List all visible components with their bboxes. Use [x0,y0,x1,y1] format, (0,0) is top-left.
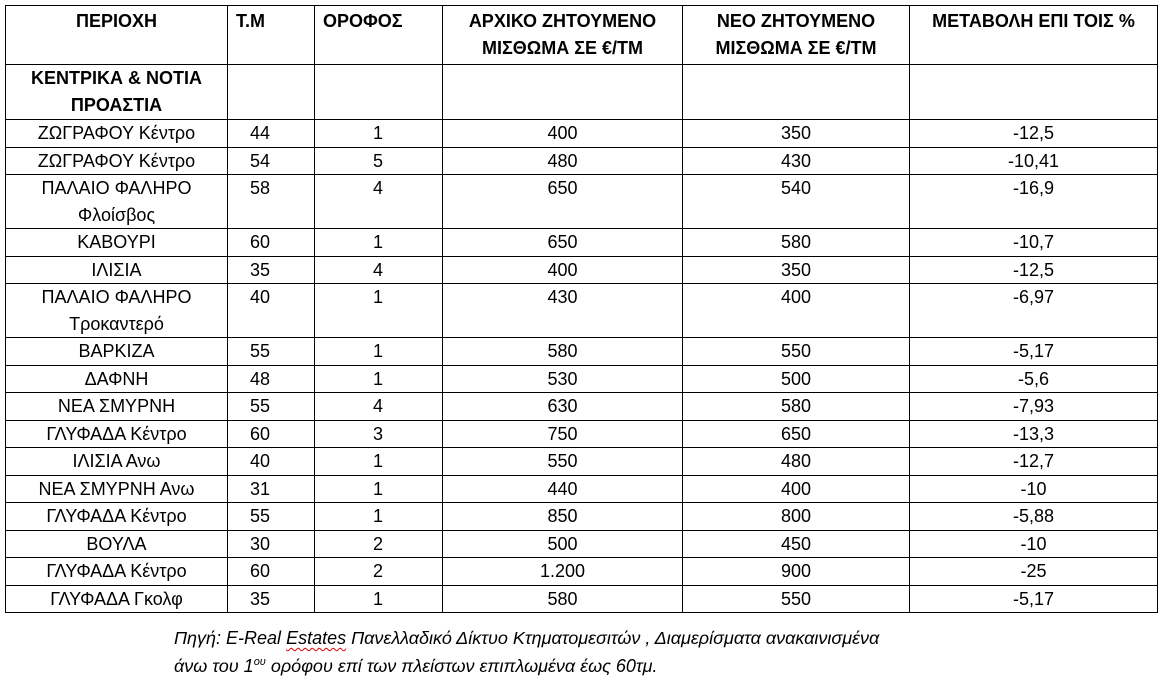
cell-sqm: 60 [228,229,315,257]
cell-new-rent: 900 [683,558,910,586]
cell-change-pct: -25 [910,558,1158,586]
cell-area: ΓΛΥΦΑΔΑ Κέντρο [6,503,228,531]
cell-area: ΝΕΑ ΣΜΥΡΝΗ Ανω [6,475,228,503]
cell-change-pct: -10 [910,530,1158,558]
cell-initial-rent: 430 [443,284,683,338]
cell-floor: 1 [315,120,443,148]
header-change-pct: ΜΕΤΑΒΟΛΗ ΕΠΙ ΤΟΙΣ % [910,6,1158,65]
cell-initial-rent: 500 [443,530,683,558]
cell-floor: 5 [315,147,443,175]
cell-initial-rent: 630 [443,393,683,421]
source-note-line-2 [174,652,1074,680]
table-row [6,284,1158,338]
section-label: ΚΕΝΤΡΙΚΑ & ΝΟΤΙΑ ΠΡΟΑΣΤΙΑ [6,65,228,120]
cell-initial-rent: 400 [443,120,683,148]
source-note [174,624,1074,680]
cell-initial-rent: 440 [443,475,683,503]
table-body [6,65,1158,613]
cell-new-rent: 350 [683,256,910,284]
header-new-rent: ΝΕΟ ΖΗΤΟΥΜΕΝΟ ΜΙΣΘΩΜΑ ΣΕ €/ΤΜ [683,6,910,65]
cell-new-rent: 550 [683,585,910,613]
cell-area: ΔΑΦΝΗ [6,365,228,393]
table-row [6,503,1158,531]
cell-sqm: 44 [228,120,315,148]
table-row [6,338,1158,366]
section-row [6,65,1158,120]
cell-change-pct: -10,41 [910,147,1158,175]
table-row [6,448,1158,476]
note-superscript: ου [253,656,266,668]
cell-change-pct: -6,97 [910,284,1158,338]
cell-area: ΓΛΥΦΑΔΑ Κέντρο [6,558,228,586]
note-underlined-word: Estates [286,628,347,648]
table-row [6,393,1158,421]
section-empty-cell [315,65,443,120]
cell-new-rent: 480 [683,448,910,476]
cell-sqm: 40 [228,448,315,476]
cell-floor: 4 [315,256,443,284]
cell-initial-rent: 550 [443,448,683,476]
table-row [6,558,1158,586]
cell-floor: 2 [315,530,443,558]
cell-change-pct: -12,5 [910,256,1158,284]
table-row [6,475,1158,503]
cell-change-pct: -5,17 [910,585,1158,613]
section-empty-cell [228,65,315,120]
cell-new-rent: 580 [683,229,910,257]
cell-sqm: 31 [228,475,315,503]
header-initial-rent: ΑΡΧΙΚΟ ΖΗΤΟΥΜΕΝΟ ΜΙΣΘΩΜΑ ΣΕ €/ΤΜ [443,6,683,65]
cell-initial-rent: 580 [443,585,683,613]
cell-new-rent: 550 [683,338,910,366]
cell-new-rent: 350 [683,120,910,148]
cell-sqm: 40 [228,284,315,338]
cell-floor: 1 [315,365,443,393]
cell-initial-rent: 480 [443,147,683,175]
cell-initial-rent: 530 [443,365,683,393]
table-row [6,120,1158,148]
cell-sqm: 60 [228,558,315,586]
note-text: άνω του 1 [174,656,254,676]
note-text: Πηγή: E-Real [174,628,287,648]
cell-initial-rent: 650 [443,229,683,257]
header-sqm: Τ.Μ [228,6,315,65]
cell-area: ΓΛΥΦΑΔΑ Κέντρο [6,420,228,448]
rent-table [5,5,1158,613]
section-empty-cell [910,65,1158,120]
cell-initial-rent: 580 [443,338,683,366]
cell-area: ΠΑΛΑΙΟ ΦΑΛΗΡΟ Τροκαντερό [6,284,228,338]
cell-floor: 4 [315,175,443,229]
cell-area: ΓΛΥΦΑΔΑ Γκολφ [6,585,228,613]
cell-change-pct: -12,5 [910,120,1158,148]
cell-sqm: 35 [228,256,315,284]
cell-area: ΙΛΙΣΙΑ Ανω [6,448,228,476]
cell-floor: 1 [315,284,443,338]
cell-sqm: 60 [228,420,315,448]
cell-new-rent: 430 [683,147,910,175]
cell-change-pct: -16,9 [910,175,1158,229]
cell-sqm: 35 [228,585,315,613]
cell-sqm: 58 [228,175,315,229]
cell-new-rent: 400 [683,475,910,503]
cell-sqm: 54 [228,147,315,175]
cell-area: ΒΑΡΚΙΖΑ [6,338,228,366]
cell-area: ΙΛΙΣΙΑ [6,256,228,284]
table-row [6,530,1158,558]
table-row [6,585,1158,613]
cell-floor: 2 [315,558,443,586]
cell-initial-rent: 850 [443,503,683,531]
cell-sqm: 55 [228,338,315,366]
cell-new-rent: 650 [683,420,910,448]
cell-sqm: 48 [228,365,315,393]
cell-floor: 1 [315,475,443,503]
cell-floor: 1 [315,448,443,476]
cell-change-pct: -12,7 [910,448,1158,476]
cell-sqm: 30 [228,530,315,558]
section-empty-cell [683,65,910,120]
cell-initial-rent: 400 [443,256,683,284]
cell-change-pct: -5,17 [910,338,1158,366]
cell-area: ΚΑΒΟΥΡΙ [6,229,228,257]
cell-area: ΖΩΓΡΑΦΟΥ Κέντρο [6,120,228,148]
cell-floor: 1 [315,585,443,613]
cell-floor: 1 [315,229,443,257]
cell-change-pct: -5,88 [910,503,1158,531]
note-text: Πανελλαδικό Δίκτυο Κτηματομεσιτών , Διαμερίσματα ανακαινισμένα [346,628,880,648]
cell-initial-rent: 750 [443,420,683,448]
header-row [6,6,1158,65]
table-row [6,256,1158,284]
cell-sqm: 55 [228,393,315,421]
table-row [6,175,1158,229]
cell-area: ΠΑΛΑΙΟ ΦΑΛΗΡΟ Φλοίσβος [6,175,228,229]
cell-change-pct: -10,7 [910,229,1158,257]
cell-initial-rent: 650 [443,175,683,229]
cell-change-pct: -13,3 [910,420,1158,448]
cell-floor: 1 [315,338,443,366]
cell-area: ΖΩΓΡΑΦΟΥ Κέντρο [6,147,228,175]
table-row [6,147,1158,175]
cell-area: ΝΕΑ ΣΜΥΡΝΗ [6,393,228,421]
table-row [6,229,1158,257]
section-empty-cell [443,65,683,120]
cell-floor: 1 [315,503,443,531]
cell-new-rent: 400 [683,284,910,338]
table-row [6,365,1158,393]
cell-initial-rent: 1.200 [443,558,683,586]
cell-change-pct: -5,6 [910,365,1158,393]
cell-floor: 3 [315,420,443,448]
cell-new-rent: 580 [683,393,910,421]
cell-change-pct: -10 [910,475,1158,503]
cell-new-rent: 800 [683,503,910,531]
header-area: ΠΕΡΙΟΧΗ [6,6,228,65]
table-row [6,420,1158,448]
cell-new-rent: 500 [683,365,910,393]
cell-new-rent: 540 [683,175,910,229]
cell-floor: 4 [315,393,443,421]
cell-new-rent: 450 [683,530,910,558]
header-floor: ΟΡΟΦΟΣ [315,6,443,65]
cell-change-pct: -7,93 [910,393,1158,421]
source-note-line-1 [174,624,1074,652]
cell-area: ΒΟΥΛΑ [6,530,228,558]
note-text: ορόφου επί των πλείστων επιπλωμένα έως 60τμ. [265,656,658,676]
cell-sqm: 55 [228,503,315,531]
